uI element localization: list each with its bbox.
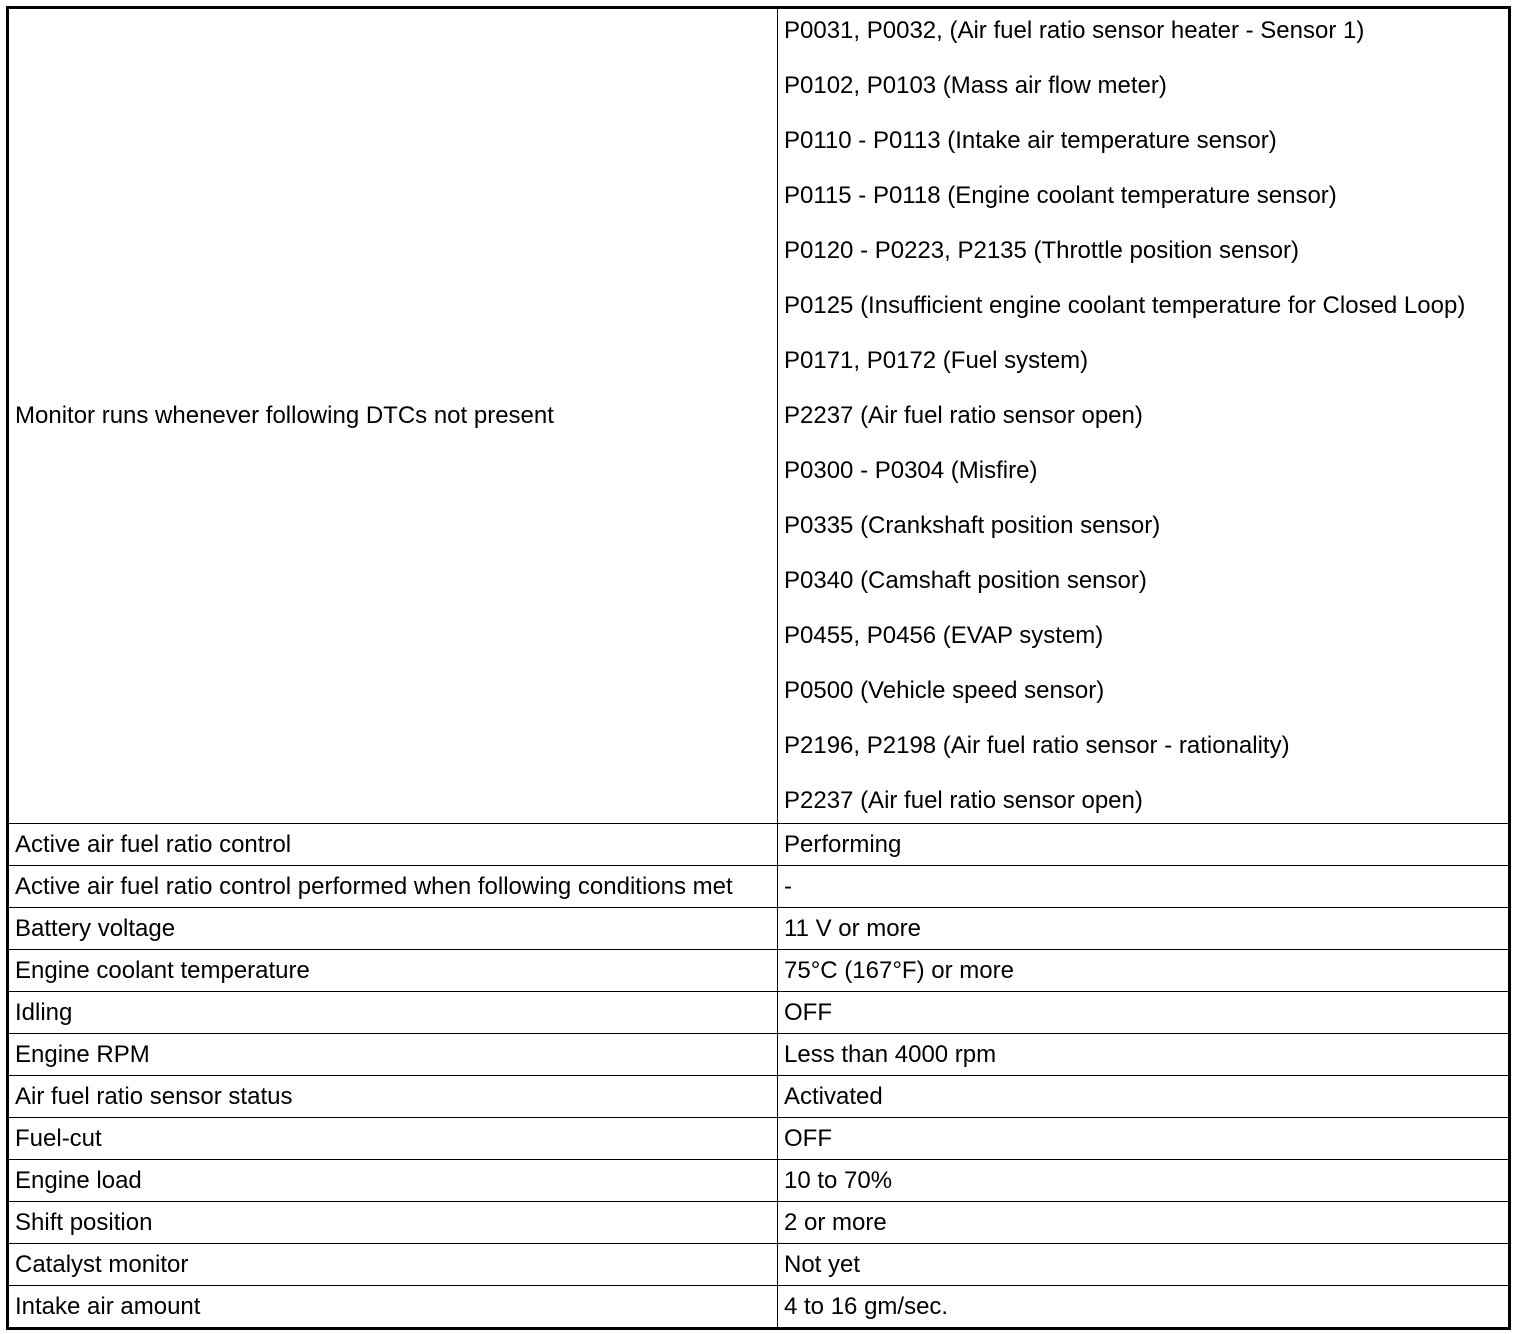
table-row: [8, 866, 1510, 908]
dtc-list-item: P0340 (Camshaft position sensor): [784, 567, 1147, 594]
dtc-list-item: P2237 (Air fuel ratio sensor open): [784, 402, 1143, 429]
condition-value: Not yet: [778, 1244, 1510, 1286]
dtc-list-item: P0500 (Vehicle speed sensor): [784, 677, 1105, 704]
condition-label: Active air fuel ratio control: [8, 824, 778, 866]
condition-label: Engine load: [8, 1160, 778, 1202]
table-row: [8, 1118, 1510, 1160]
condition-value: 2 or more: [778, 1202, 1510, 1244]
dtc-list-item: P0125 (Insufficient engine coolant temperature for Closed Loop): [784, 292, 1466, 319]
dtc-list-item: P0031, P0032, (Air fuel ratio sensor heater - Sensor 1): [784, 17, 1365, 44]
table-row: [8, 1076, 1510, 1118]
table-row: [8, 1034, 1510, 1076]
condition-value: Less than 4000 rpm: [778, 1034, 1510, 1076]
table-row: [8, 1160, 1510, 1202]
condition-value: 10 to 70%: [778, 1160, 1510, 1202]
table-row: [8, 950, 1510, 992]
dtc-list-item: P0120 - P0223, P2135 (Throttle position sensor): [784, 237, 1299, 264]
table-row: [8, 1244, 1510, 1286]
condition-label: Battery voltage: [8, 908, 778, 950]
table-row-dtc-conditions: [8, 8, 1510, 824]
dtc-list-item: P0102, P0103 (Mass air flow meter): [784, 72, 1167, 99]
condition-value: 75°C (167°F) or more: [778, 950, 1510, 992]
dtc-list-item: P0171, P0172 (Fuel system): [784, 347, 1089, 374]
condition-label: Engine RPM: [8, 1034, 778, 1076]
dtc-list-item: P0110 - P0113 (Intake air temperature sensor): [784, 127, 1277, 154]
table-row: [8, 824, 1510, 866]
table-row: [8, 1202, 1510, 1244]
dtc-list-item: P0115 - P0118 (Engine coolant temperature sensor): [784, 182, 1337, 209]
condition-label: Air fuel ratio sensor status: [8, 1076, 778, 1118]
dtc-list-item: P0335 (Crankshaft position sensor): [784, 512, 1161, 539]
dtc-row-label: Monitor runs whenever following DTCs not present: [8, 8, 778, 824]
condition-value: OFF: [778, 992, 1510, 1034]
conditions-table: [6, 6, 1511, 1330]
dtc-list-item: P0455, P0456 (EVAP system): [784, 622, 1104, 649]
table-row: [8, 1286, 1510, 1329]
table-row: [8, 992, 1510, 1034]
condition-label: Idling: [8, 992, 778, 1034]
dtc-list-item: P2237 (Air fuel ratio sensor open): [784, 787, 1143, 814]
condition-label: Fuel-cut: [8, 1118, 778, 1160]
condition-value: 11 V or more: [778, 908, 1510, 950]
condition-label: Engine coolant temperature: [8, 950, 778, 992]
condition-label: Active air fuel ratio control performed when following conditions met: [8, 866, 778, 908]
condition-value: Activated: [778, 1076, 1510, 1118]
dtc-list-item: P2196, P2198 (Air fuel ratio sensor - rationality): [784, 732, 1290, 759]
condition-label: Intake air amount: [8, 1286, 778, 1329]
condition-label: Catalyst monitor: [8, 1244, 778, 1286]
table-row: [8, 908, 1510, 950]
dtc-list-item: P0300 - P0304 (Misfire): [784, 457, 1038, 484]
condition-value: Performing: [778, 824, 1510, 866]
dtc-list: [778, 8, 1510, 824]
condition-value: 4 to 16 gm/sec.: [778, 1286, 1510, 1329]
condition-value: -: [778, 866, 1510, 908]
condition-value: OFF: [778, 1118, 1510, 1160]
condition-label: Shift position: [8, 1202, 778, 1244]
